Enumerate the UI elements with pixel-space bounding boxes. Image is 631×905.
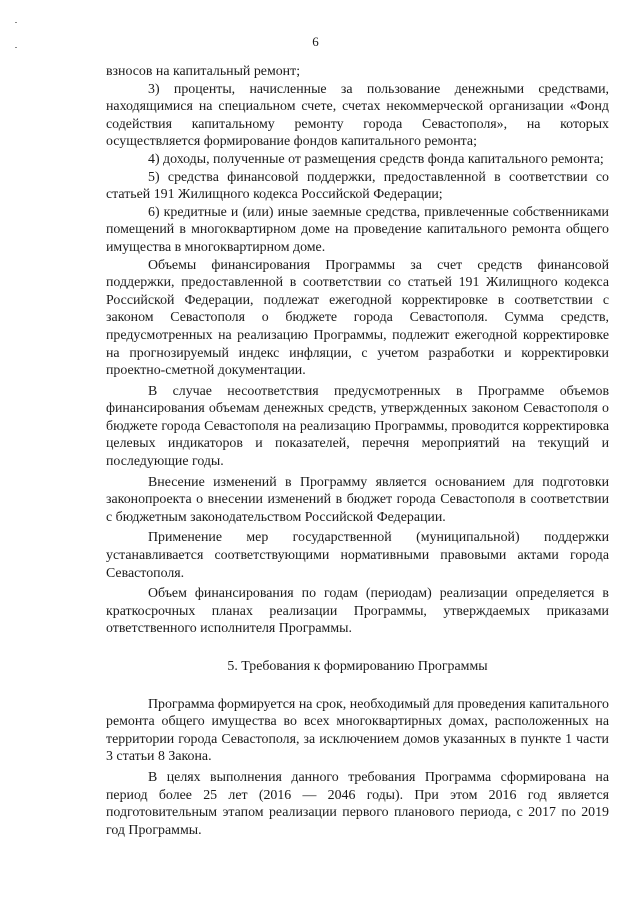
scan-speck bbox=[15, 22, 17, 23]
paragraph-list-item-3: 3) проценты, начисленные за пользование денежными средствами, находящимися на специальном счете, счетах некоммерческой организации «Фонд содействия капитальному ремонту города Севастополя», на которых осуществляется формирование фондов капитального ремонта; bbox=[106, 81, 609, 150]
paragraph-list-item-6: 6) кредитные и (или) иные заемные средства, привлеченные собственниками помещений в многоквартирном доме на проведение капитального ремонта общего имущества в многоквартирном доме. bbox=[106, 204, 609, 255]
paragraph-amendments: Внесение изменений в Программу является основанием для подготовки законопроекта о внесении изменений в бюджет города Севастополя в соответствии с бюджетным законодательством Российской Федерации. bbox=[106, 474, 609, 525]
paragraph-program-period: В целях выполнения данного требования Программа сформирована на период более 25 лет (2016 — 2046 годы). При этом 2016 год является подготовительным этапом реализации первого планового периода, с 2017 по 2019 год Программы. bbox=[106, 769, 609, 838]
page-number: 6 bbox=[312, 34, 319, 49]
document-body bbox=[106, 63, 609, 839]
paragraph-financing-volumes: Объемы финансирования Программы за счет средств финансовой поддержки, предоставленной в соответствии со статьей 191 Жилищного кодекса Российской Федерации, подлежат ежегодной корректировке в соответствии с законом Севастополя о бюджете города Севастополя. Сумма средств, предусмотренных на реализацию Программы, подлежит ежегодной корректировке на прогнозируемый индекс инфляции, с учетом разработки и корректировки проектно-сметной документации. bbox=[106, 257, 609, 379]
paragraph-program-term: Программа формируется на срок, необходимый для проведения капитального ремонта общего имущества во всех многоквартирных домах, расположенных на территории города Севастополя, за исключением домов указанных в пункте 1 части 3 статьи 8 Закона. bbox=[106, 696, 609, 765]
section-heading: 5. Требования к формированию Программы bbox=[227, 659, 488, 674]
paragraph-continuation: взносов на капитальный ремонт; bbox=[106, 64, 301, 79]
paragraph-mismatch-correction: В случае несоответствия предусмотренных в Программе объемов финансирования объемам денежных средств, утвержденных законом Севастополя о бюджете города Севастополя на реализацию Программы, проводится корректировка целевых индикаторов и показателей, перечня мероприятий на текущий и последующие годы. bbox=[106, 383, 609, 470]
paragraph-state-support: Применение мер государственной (муниципальной) поддержки устанавливается соответствующими нормативными правовыми актами города Севастополя. bbox=[106, 530, 609, 581]
paragraph-list-item-5: 5) средства финансовой поддержки, предоставленной в соответствии со статьей 191 Жилищного кодекса Российской Федерации; bbox=[106, 169, 609, 203]
paragraph-annual-financing: Объем финансирования по годам (периодам) реализации определяется в краткосрочных планах реализации Программы, утверждаемых приказами ответственного исполнителя Программы. bbox=[106, 586, 609, 637]
paragraph-list-item-4: 4) доходы, полученные от размещения средств фонда капитального ремонта; bbox=[148, 151, 604, 167]
